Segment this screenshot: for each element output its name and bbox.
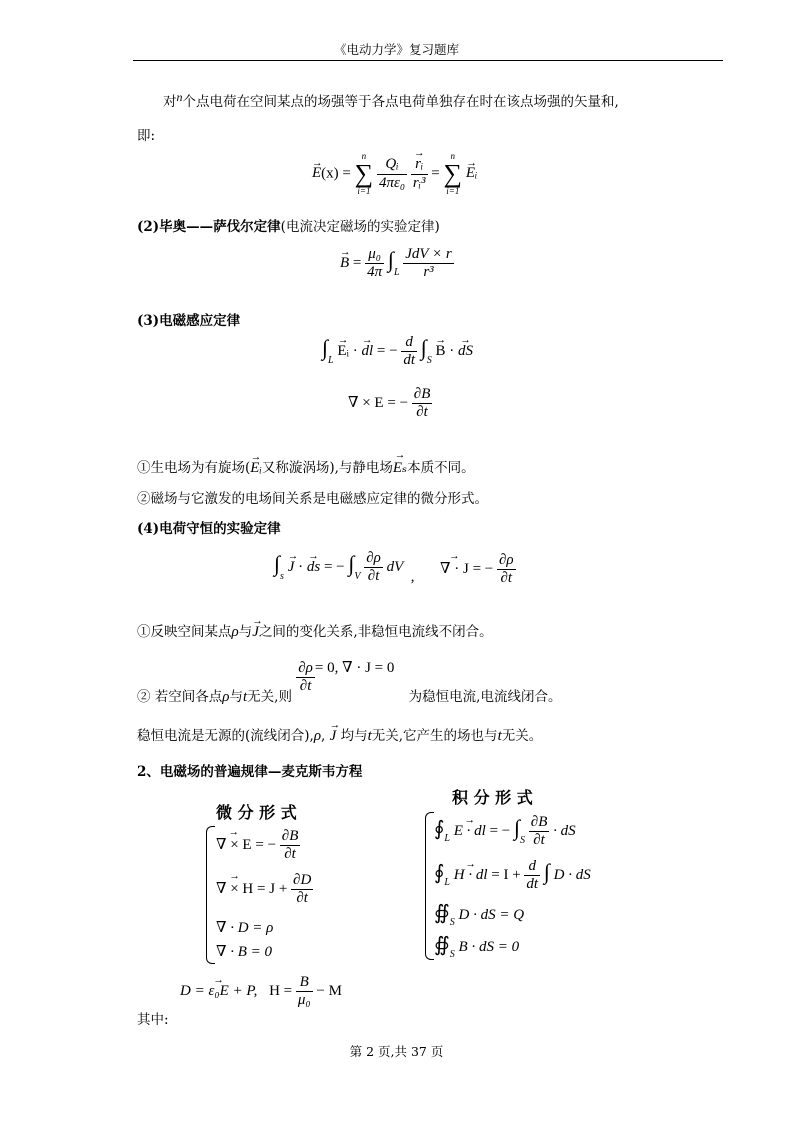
maxwell-diff-2: → ∇ × H = J + $\frac{\partial D}{\partial t}$ xyxy=(216,872,313,908)
fraction-charge: $\frac{\text{Qᵢ}}{\text{4πε₀}}$ xyxy=(378,156,406,191)
eq-charge-integral: $\int_s \to J$ · → ds = − $\int_V$ $\frac{\partial\rho}{\partial t}$ dV , xyxy=(274,550,415,586)
note-steady-current: ② 若空间各点ρ与t无关,则 $\frac{\partial\rho}{\partial t}$ = 0, ∇ · J = 0 为稳恒电流,电流线闭合。 xyxy=(137,660,562,706)
eq-faraday-differential: ∇ × E = − $\frac{\partial B}{\partial t}$ xyxy=(348,386,431,421)
note-continuity: ①反映空间某点ρ与→ J之间的变化关系,非稳恒电流线不闭合。 xyxy=(137,620,493,641)
maxwell-int-3: $∯_S$ D · dS = Q xyxy=(434,902,525,928)
maxwell-int-2: $∮_L \to H$ · dl = I + $\frac{d}{dt}$ ∫ D · dS xyxy=(434,858,591,894)
note-sourceless: 稳恒电流是无源的(流线闭合),ρ, → J 均与t无关,它产生的场也与t无关。 xyxy=(137,724,542,745)
section-biot-savart: (2)毕奥——萨伐尔定律(电流决定磁场的实验定律) xyxy=(137,219,440,235)
fraction-radius: → $\frac{\text{rᵢ}}{\text{rᵢ³}}$ xyxy=(411,156,428,192)
page-footer: 第 2 页,共 37 页 xyxy=(349,1044,444,1059)
int-form-title: 积 分 形 式 xyxy=(452,788,533,807)
eq-charge-differential: → ∇ · J = − $\frac{\partial\rho}{\partial t}$ xyxy=(440,552,516,588)
maxwell-diff-3: ∇ · D = ρ xyxy=(216,920,274,936)
sum-operator: n ∑ i=1 xyxy=(354,151,374,196)
header-divider xyxy=(133,60,723,61)
maxwell-diff-1: → ∇ × E = − $\frac{\partial B}{\partial t}$ xyxy=(216,828,300,864)
eq-constitutive: → D = ε₀E + P, H = $\frac{B}{\text{μ₀}}$ − M xyxy=(180,974,342,1010)
diff-form-title: 微 分 形 式 xyxy=(216,803,297,822)
var-n: n xyxy=(176,90,183,104)
maxwell-int-1: $∮_L \to E$ · dl = − $\int_S$ $\frac{\partial B}{\partial t}$ · dS xyxy=(434,814,576,850)
section-faraday: (3)电磁感应定律 xyxy=(137,313,241,329)
note-induced-field: ①生电场为有旋场(→ Eᵢ又称漩涡场),与静电场→ Eₛ本质不同。 xyxy=(137,456,475,477)
diff-brace xyxy=(206,826,215,964)
int-brace xyxy=(425,812,434,960)
label-where: 其中: xyxy=(137,1012,169,1028)
eq-superposition: → E(x) = n ∑ i=1 $\frac{\text{Qᵢ}}{\text{4πε₀}}$ → $\frac{\text{rᵢ}}{\text{rᵢ³}}$ = n ∑ i=1 → Eᵢ xyxy=(312,152,477,196)
intro-line-2: 即: xyxy=(137,128,156,144)
maxwell-diff-4: ∇ · B = 0 xyxy=(216,944,273,960)
note-differential-form: ②磁场与它激发的电场间关系是电磁感应定律的微分形式。 xyxy=(137,491,488,507)
section-charge-conservation: (4)电荷守恒的实验定律 xyxy=(137,521,281,537)
page-header: 《电动力学》复习题库 xyxy=(333,42,459,57)
eq-faraday-integral: $\int_L$ → Eᵢ · → dl = − $\frac{d}{dt}$ $\int_S \to B$ · → dS xyxy=(322,334,473,370)
eq-biot-savart: → B = $\frac{\text{μ₀}}{4\pi}$ $\int_L$ $\frac{\text{JdV × r}}{\text{r³}}$ xyxy=(340,246,454,282)
intro-line-1: 对n个点电荷在空间某点的场强等于各点电荷单独存在时在该点场强的矢量和, xyxy=(163,90,619,110)
maxwell-heading: 2、电磁场的普遍规律—麦克斯韦方程 xyxy=(137,764,363,780)
maxwell-int-4: $∯_S$ B · dS = 0 xyxy=(434,934,520,960)
